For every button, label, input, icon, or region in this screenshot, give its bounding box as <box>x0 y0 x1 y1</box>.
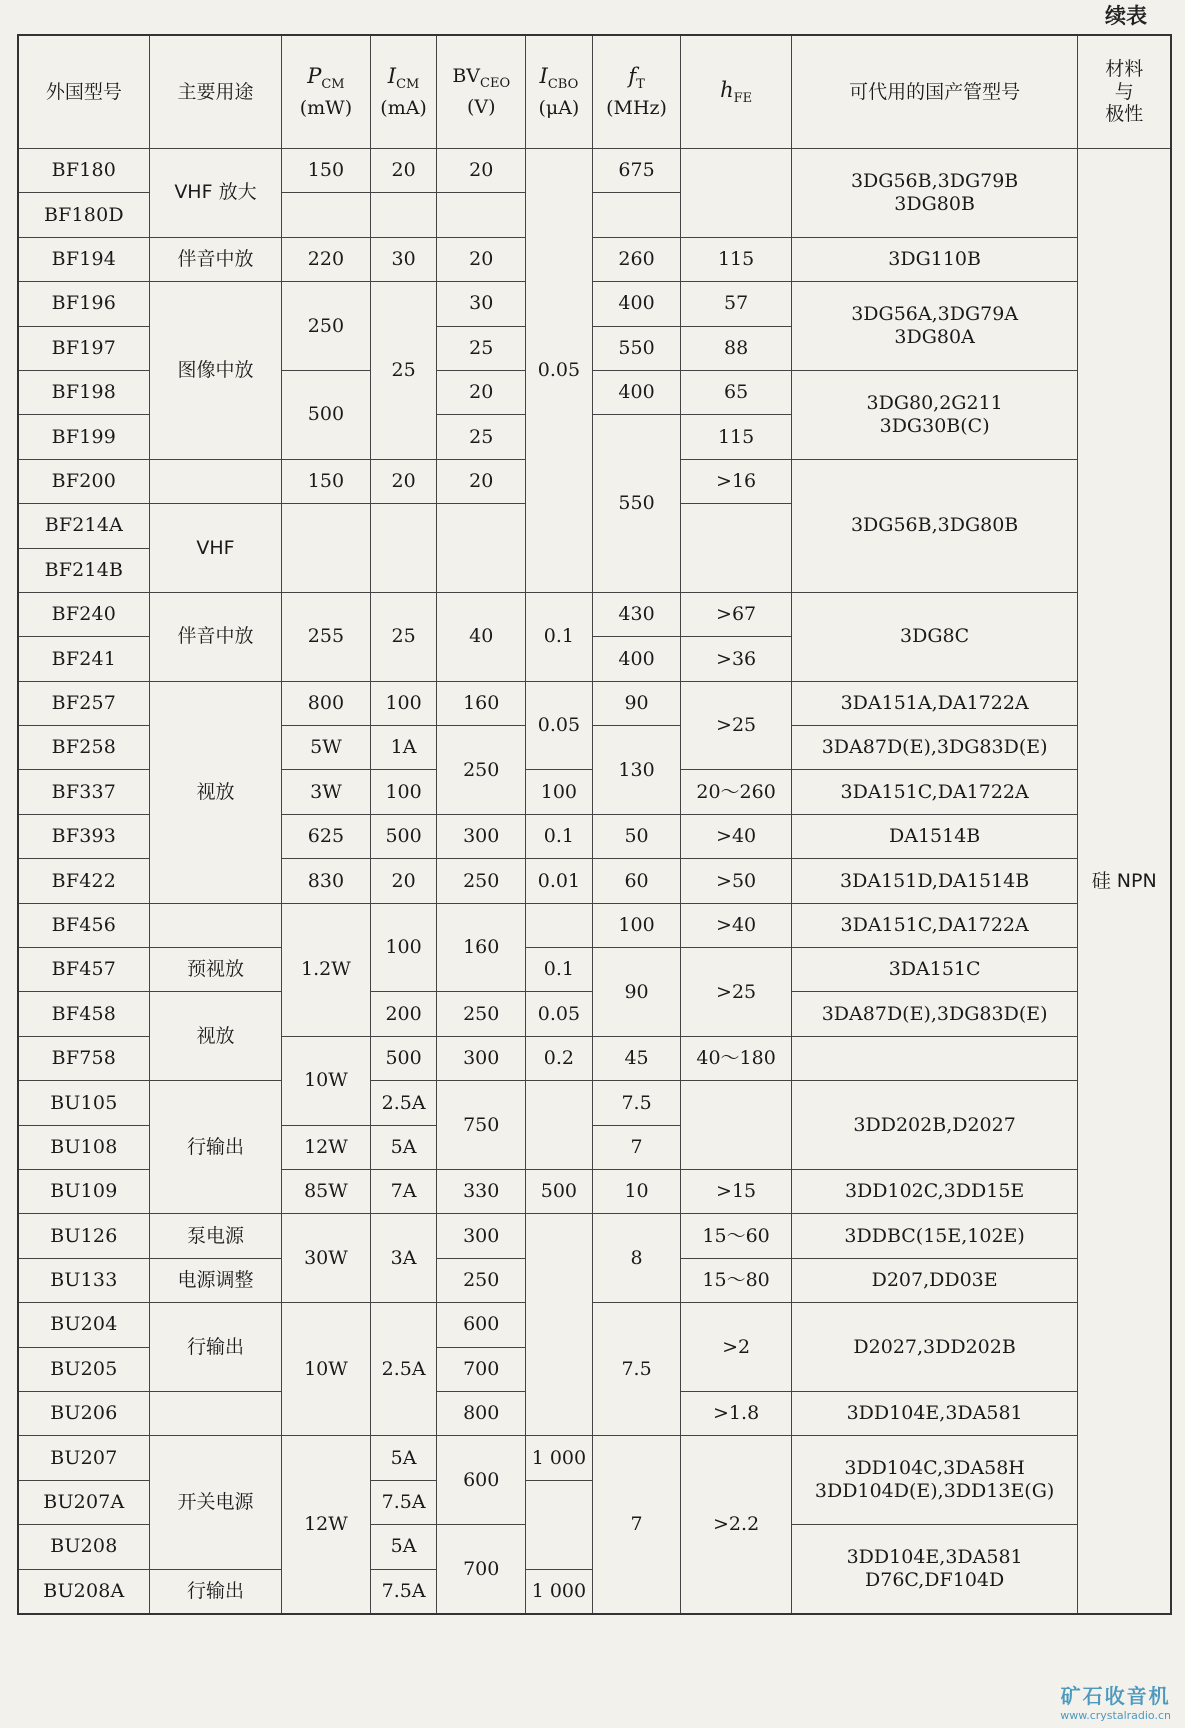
ft-cell: 7.5 <box>592 1303 681 1436</box>
model-cell: BU108 <box>18 1125 149 1169</box>
icm-cell: 30 <box>370 237 437 281</box>
hfe-cell <box>681 149 791 238</box>
use-cell: 伴音中放 <box>149 592 281 681</box>
domestic-cell: 3DA151D,DA1514B <box>791 859 1078 903</box>
model-cell: BF196 <box>18 282 149 326</box>
ft-cell: 260 <box>592 237 681 281</box>
model-cell: BU105 <box>18 1081 149 1125</box>
pcm-cell <box>282 504 371 593</box>
icbo-cell: 0.2 <box>526 1036 593 1080</box>
icm-cell: 7.5A <box>370 1480 437 1524</box>
icbo-cell: 1 000 <box>526 1569 593 1614</box>
bvceo-cell: 25 <box>437 415 526 459</box>
pcm-cell: 150 <box>282 459 371 503</box>
pcm-cell: 3W <box>282 770 371 814</box>
icbo-cell: 0.1 <box>526 814 593 858</box>
ft-cell: 10 <box>592 1169 681 1213</box>
icm-cell: 3A <box>370 1214 437 1303</box>
model-cell: BF393 <box>18 814 149 858</box>
table-row <box>18 903 1171 947</box>
bvceo-cell: 700 <box>437 1347 526 1391</box>
pcm-cell: 220 <box>282 237 371 281</box>
bvceo-cell: 20 <box>437 149 526 193</box>
ft-cell: 90 <box>592 681 681 725</box>
bvceo-cell: 300 <box>437 1214 526 1258</box>
transistor-substitution-table <box>17 34 1172 1615</box>
model-cell: BF456 <box>18 903 149 947</box>
model-cell: BU109 <box>18 1169 149 1213</box>
table-row <box>18 1303 1171 1347</box>
use-cell: 电源调整 <box>149 1258 281 1302</box>
domestic-cell: 3DA151C <box>791 948 1078 992</box>
domestic-cell: 3DD104E,3DA581 <box>791 1391 1078 1435</box>
pcm-cell: 150 <box>282 149 371 193</box>
model-cell: BF214B <box>18 548 149 592</box>
bvceo-cell: 25 <box>437 326 526 370</box>
icm-cell <box>370 193 437 237</box>
domestic-cell <box>791 1036 1078 1080</box>
bvceo-cell: 330 <box>437 1169 526 1213</box>
table-row <box>18 282 1171 326</box>
icbo-cell: 1 000 <box>526 1436 593 1480</box>
bvceo-cell: 750 <box>437 1081 526 1170</box>
model-cell: BF337 <box>18 770 149 814</box>
pcm-cell: 12W <box>282 1436 371 1614</box>
icm-cell: 25 <box>370 592 437 681</box>
model-cell: BU126 <box>18 1214 149 1258</box>
ft-cell: 50 <box>592 814 681 858</box>
domestic-cell: 3DG8C <box>791 592 1078 681</box>
icm-cell: 20 <box>370 859 437 903</box>
icm-cell: 2.5A <box>370 1303 437 1436</box>
use-cell <box>149 1391 281 1435</box>
ft-cell: 7.5 <box>592 1081 681 1125</box>
model-cell: BU205 <box>18 1347 149 1391</box>
hfe-cell: 65 <box>681 370 791 414</box>
icm-cell: 5A <box>370 1125 437 1169</box>
continued-label: 续表 <box>1105 4 1147 28</box>
header-ft: $f_T$ (MHz) <box>592 35 681 149</box>
use-cell: 行输出 <box>149 1303 281 1392</box>
use-cell: 视放 <box>149 992 281 1081</box>
hfe-cell: >25 <box>681 681 791 770</box>
bvceo-cell <box>437 193 526 237</box>
model-cell: BF241 <box>18 637 149 681</box>
icbo-cell <box>526 1081 593 1170</box>
icm-cell <box>370 504 437 593</box>
header-icbo: $I_{CBO}$ (μA) <box>526 35 593 149</box>
ft-cell: 7 <box>592 1436 681 1614</box>
icm-cell: 500 <box>370 814 437 858</box>
hfe-cell <box>681 504 791 593</box>
bvceo-cell: 20 <box>437 459 526 503</box>
hfe-cell: >40 <box>681 814 791 858</box>
icm-cell: 5A <box>370 1436 437 1480</box>
bvceo-cell: 250 <box>437 1258 526 1302</box>
bvceo-cell: 20 <box>437 237 526 281</box>
use-cell <box>149 459 281 503</box>
ft-cell: 400 <box>592 370 681 414</box>
pcm-cell: 1.2W <box>282 903 371 1036</box>
icbo-cell <box>526 1214 593 1436</box>
table-row <box>18 681 1171 725</box>
model-cell: BU208 <box>18 1525 149 1569</box>
icm-cell: 5A <box>370 1525 437 1569</box>
header-foreign-model: 外国型号 <box>18 35 149 149</box>
icm-cell: 20 <box>370 459 437 503</box>
icm-cell: 20 <box>370 149 437 193</box>
model-cell: BF200 <box>18 459 149 503</box>
use-cell: VHF 放大 <box>149 149 281 238</box>
hfe-cell: >2.2 <box>681 1436 791 1614</box>
icbo-cell: 0.05 <box>526 681 593 770</box>
use-cell: 开关电源 <box>149 1436 281 1569</box>
use-cell: VHF <box>149 504 281 593</box>
icm-cell: 500 <box>370 1036 437 1080</box>
hfe-cell <box>681 1081 791 1170</box>
hfe-cell: >16 <box>681 459 791 503</box>
watermark-url: www.crystalradio.cn <box>1060 1709 1171 1722</box>
bvceo-cell: 20 <box>437 370 526 414</box>
model-cell: BF457 <box>18 948 149 992</box>
bvceo-cell: 160 <box>437 903 526 992</box>
icbo-cell <box>526 903 593 947</box>
icbo-cell: 0.05 <box>526 149 593 593</box>
icm-cell: 7A <box>370 1169 437 1213</box>
watermark-logo <box>1060 1680 1171 1722</box>
pcm-cell: 10W <box>282 1303 371 1436</box>
domestic-cell: 3DG56B,3DG79B 3DG80B <box>791 149 1078 238</box>
model-cell: BF240 <box>18 592 149 636</box>
use-cell: 预视放 <box>149 948 281 992</box>
model-cell: BF194 <box>18 237 149 281</box>
domestic-cell: 3DG110B <box>791 237 1078 281</box>
bvceo-cell: 600 <box>437 1303 526 1347</box>
bvceo-cell: 250 <box>437 859 526 903</box>
domestic-cell: D2027,3DD202B <box>791 1303 1078 1392</box>
ft-cell: 550 <box>592 415 681 593</box>
hfe-cell: >1.8 <box>681 1391 791 1435</box>
model-cell: BU208A <box>18 1569 149 1614</box>
bvceo-cell: 600 <box>437 1436 526 1525</box>
ft-cell: 8 <box>592 1214 681 1303</box>
pcm-cell: 800 <box>282 681 371 725</box>
icbo-cell: 100 <box>526 770 593 814</box>
icm-cell: 200 <box>370 992 437 1036</box>
table-row <box>18 1214 1171 1258</box>
hfe-cell: >36 <box>681 637 791 681</box>
model-cell: BF214A <box>18 504 149 548</box>
pcm-cell: 255 <box>282 592 371 681</box>
domestic-cell: 3DD104E,3DA581 D76C,DF104D <box>791 1525 1078 1614</box>
model-cell: BF258 <box>18 726 149 770</box>
hfe-cell: 15～60 <box>681 1214 791 1258</box>
bvceo-cell: 250 <box>437 726 526 815</box>
bvceo-cell: 160 <box>437 681 526 725</box>
use-cell: 伴音中放 <box>149 237 281 281</box>
ft-cell: 7 <box>592 1125 681 1169</box>
icbo-cell: 0.01 <box>526 859 593 903</box>
pcm-cell: 12W <box>282 1125 371 1169</box>
domestic-cell: 3DD104C,3DA58H 3DD104D(E),3DD13E(G) <box>791 1436 1078 1525</box>
domestic-cell: 3DG80,2G211 3DG30B(C) <box>791 370 1078 459</box>
pcm-cell: 10W <box>282 1036 371 1125</box>
table-row <box>18 1436 1171 1480</box>
model-cell: BU133 <box>18 1258 149 1302</box>
model-cell: BU206 <box>18 1391 149 1435</box>
model-cell: BF180 <box>18 149 149 193</box>
hfe-cell: >67 <box>681 592 791 636</box>
use-cell: 视放 <box>149 681 281 903</box>
pcm-cell: 250 <box>282 282 371 371</box>
ft-cell: 675 <box>592 149 681 193</box>
domestic-cell: 3DG56B,3DG80B <box>791 459 1078 592</box>
ft-cell: 400 <box>592 282 681 326</box>
hfe-cell: >15 <box>681 1169 791 1213</box>
table-row <box>18 237 1171 281</box>
hfe-cell: 15～80 <box>681 1258 791 1302</box>
model-cell: BF197 <box>18 326 149 370</box>
bvceo-cell <box>437 504 526 593</box>
table-row <box>18 1081 1171 1125</box>
domestic-cell: 3DA151C,DA1722A <box>791 770 1078 814</box>
header-bvceo: $BV_{CEO}$ (V) <box>437 35 526 149</box>
ft-cell: 45 <box>592 1036 681 1080</box>
model-cell: BF198 <box>18 370 149 414</box>
icbo-cell: 0.05 <box>526 992 593 1036</box>
use-cell: 行输出 <box>149 1081 281 1214</box>
bvceo-cell: 250 <box>437 992 526 1036</box>
ft-cell: 550 <box>592 326 681 370</box>
hfe-cell: >50 <box>681 859 791 903</box>
header-hfe: $h_{FE}$ <box>681 35 791 149</box>
icbo-cell: 0.1 <box>526 592 593 681</box>
model-cell: BU207 <box>18 1436 149 1480</box>
use-cell: 行输出 <box>149 1569 281 1614</box>
domestic-cell: 3DA87D(E),3DG83D(E) <box>791 726 1078 770</box>
bvceo-cell: 40 <box>437 592 526 681</box>
table-row <box>18 592 1171 636</box>
domestic-cell: 3DA151A,DA1722A <box>791 681 1078 725</box>
ft-cell: 60 <box>592 859 681 903</box>
model-cell: BF199 <box>18 415 149 459</box>
hfe-cell: >2 <box>681 1303 791 1392</box>
pcm-cell <box>282 193 371 237</box>
ft-cell <box>592 193 681 237</box>
model-cell: BU204 <box>18 1303 149 1347</box>
domestic-cell: 3DA151C,DA1722A <box>791 903 1078 947</box>
pcm-cell: 500 <box>282 370 371 459</box>
bvceo-cell: 30 <box>437 282 526 326</box>
domestic-cell: 3DDBC(15E,102E) <box>791 1214 1078 1258</box>
domestic-cell: D207,DD03E <box>791 1258 1078 1302</box>
bvceo-cell: 700 <box>437 1525 526 1614</box>
model-cell: BF422 <box>18 859 149 903</box>
bvceo-cell: 800 <box>437 1391 526 1435</box>
pcm-cell: 85W <box>282 1169 371 1213</box>
icm-cell: 100 <box>370 681 437 725</box>
header-icm: $I_{CM}$ (mA) <box>370 35 437 149</box>
watermark-title: 矿石收音机 <box>1060 1684 1171 1708</box>
pcm-cell: 5W <box>282 726 371 770</box>
icm-cell: 2.5A <box>370 1081 437 1125</box>
icm-cell: 100 <box>370 770 437 814</box>
bvceo-cell: 300 <box>437 814 526 858</box>
icm-cell: 7.5A <box>370 1569 437 1614</box>
model-cell: BF758 <box>18 1036 149 1080</box>
model-cell: BU207A <box>18 1480 149 1524</box>
ft-cell: 130 <box>592 726 681 815</box>
hfe-cell: >40 <box>681 903 791 947</box>
ft-cell: 100 <box>592 903 681 947</box>
icbo-cell: 500 <box>526 1169 593 1213</box>
header-pcm: $P_{CM}$ (mW) <box>282 35 371 149</box>
hfe-cell: 115 <box>681 415 791 459</box>
model-cell: BF257 <box>18 681 149 725</box>
domestic-cell: DA1514B <box>791 814 1078 858</box>
pcm-cell: 625 <box>282 814 371 858</box>
icm-cell: 100 <box>370 903 437 992</box>
header-row <box>18 35 1171 149</box>
ft-cell: 430 <box>592 592 681 636</box>
use-cell: 泵电源 <box>149 1214 281 1258</box>
domestic-cell: 3DA87D(E),3DG83D(E) <box>791 992 1078 1036</box>
model-cell: BF458 <box>18 992 149 1036</box>
domestic-cell: 3DD102C,3DD15E <box>791 1169 1078 1213</box>
hfe-cell: 40～180 <box>681 1036 791 1080</box>
table-row <box>18 948 1171 992</box>
table-row <box>18 149 1171 193</box>
domestic-cell: 3DD202B,D2027 <box>791 1081 1078 1170</box>
pcm-cell: 830 <box>282 859 371 903</box>
icbo-cell <box>526 1480 593 1569</box>
pcm-cell: 30W <box>282 1214 371 1303</box>
header-domestic: 可代用的国产管型号 <box>791 35 1078 149</box>
use-cell <box>149 903 281 947</box>
icbo-cell: 0.1 <box>526 948 593 992</box>
hfe-cell: >25 <box>681 948 791 1037</box>
hfe-cell: 88 <box>681 326 791 370</box>
ft-cell: 400 <box>592 637 681 681</box>
icm-cell: 1A <box>370 726 437 770</box>
bvceo-cell: 300 <box>437 1036 526 1080</box>
domestic-cell: 3DG56A,3DG79A 3DG80A <box>791 282 1078 371</box>
hfe-cell: 57 <box>681 282 791 326</box>
hfe-cell: 115 <box>681 237 791 281</box>
use-cell: 图像中放 <box>149 282 281 460</box>
header-main-use: 主要用途 <box>149 35 281 149</box>
header-material: 材料 与 极性 <box>1078 35 1171 149</box>
ft-cell: 90 <box>592 948 681 1037</box>
model-cell: BF180D <box>18 193 149 237</box>
icm-cell: 25 <box>370 282 437 460</box>
material-cell: 硅 NPN <box>1078 149 1171 1614</box>
hfe-cell: 20～260 <box>681 770 791 814</box>
